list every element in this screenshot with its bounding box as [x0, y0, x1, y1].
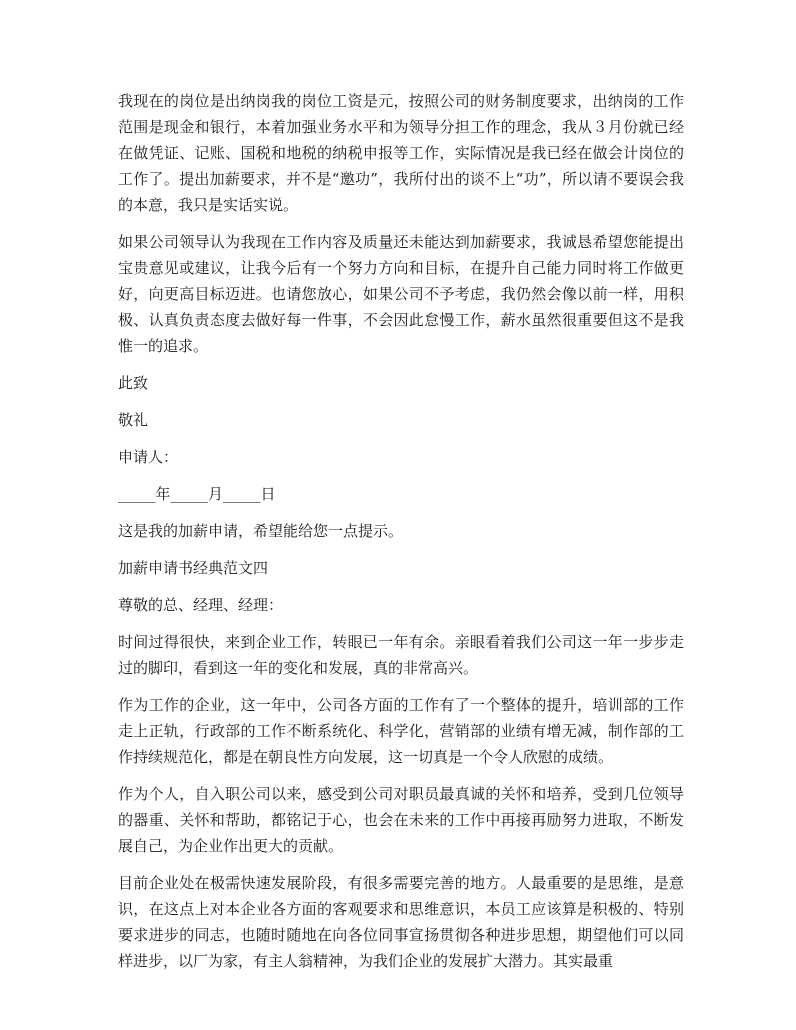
salutation: 尊敬的总、经理、经理：	[118, 596, 284, 614]
date-line: _____年_____月_____日	[118, 485, 276, 503]
applicant-label: 申请人：	[118, 448, 179, 466]
paragraph-personal: 作为个人，自入职公司以来，感受到公司对职员最真诚的关怀和培养，受到几位领导的器重、关怀和帮助，都铭记于心，也会在未来的工作中再接再励努力进取，不断发展自己，为企业作出更大的贡献。	[118, 785, 684, 855]
closing-jingli: 敬礼	[118, 411, 149, 429]
document-body	[118, 88, 684, 985]
paragraph-time-passes: 时间过得很快，来到企业工作，转眼已一年有余。亲眼看着我们公司这一年一步步走过的脚印，看到这一年的变化和发展，真的非常高兴。	[118, 633, 684, 677]
note-paragraph: 这是我的加薪申请，希望能给您一点提示。	[118, 522, 404, 540]
closing-cizhi: 此致	[118, 374, 149, 392]
paragraph-request-feedback: 如果公司领导认为我现在工作内容及质量还未能达到加薪要求，我诚恳希望您能提出宝贵意见或建议，让我今后有一个努力方向和目标，在提升自己能力同时将工作做更好，向更高目标迈进。也请您放心，如果公司不予考虑，我仍然会像以前一样，用积极、认真负责态度去做好每一件事，不会因此怠慢工作，薪水虽然很重要但这不是我惟一的追求。	[118, 233, 684, 355]
paragraph-development-stage: 目前企业处在极需快速发展阶段，有很多需要完善的地方。人最重要的是思维，是意识，在这点上对本企业各方面的客观要求和思维意识，本员工应该算是积极的、特别要求进步的同志，也随时随地在向各位同事宣扬贯彻各种进步思想，期望他们可以同样进步，以厂为家，有主人翁精神，为我们企业的发展扩大潜力。其实最重	[118, 874, 684, 970]
paragraph-position-salary: 我现在的岗位是出纳岗我的岗位工资是元，按照公司的财务制度要求，出纳岗的工作范围是现金和银行，本着加强业务水平和为领导分担工作的理念，我从３月份就已经在做凭证、记账、国税和地税的纳税申报等工作，实际情况是我已经在做会计岗位的工作了。提出加薪要求，并不是“邀功”，我所付出的谈不上“功”，所以请不要误会我的本意，我只是实话实说。	[118, 92, 684, 214]
section-heading: 加薪申请书经典范文四	[118, 559, 269, 577]
paragraph-company-progress: 作为工作的企业，这一年中，公司各方面的工作有了一个整体的提升，培训部的工作走上正轨，行政部的工作不断系统化、科学化，营销部的业绩有增无减，制作部的工作持续规范化，都是在朝良性方向发展，这一切真是一个令人欣慰的成绩。	[118, 696, 684, 766]
